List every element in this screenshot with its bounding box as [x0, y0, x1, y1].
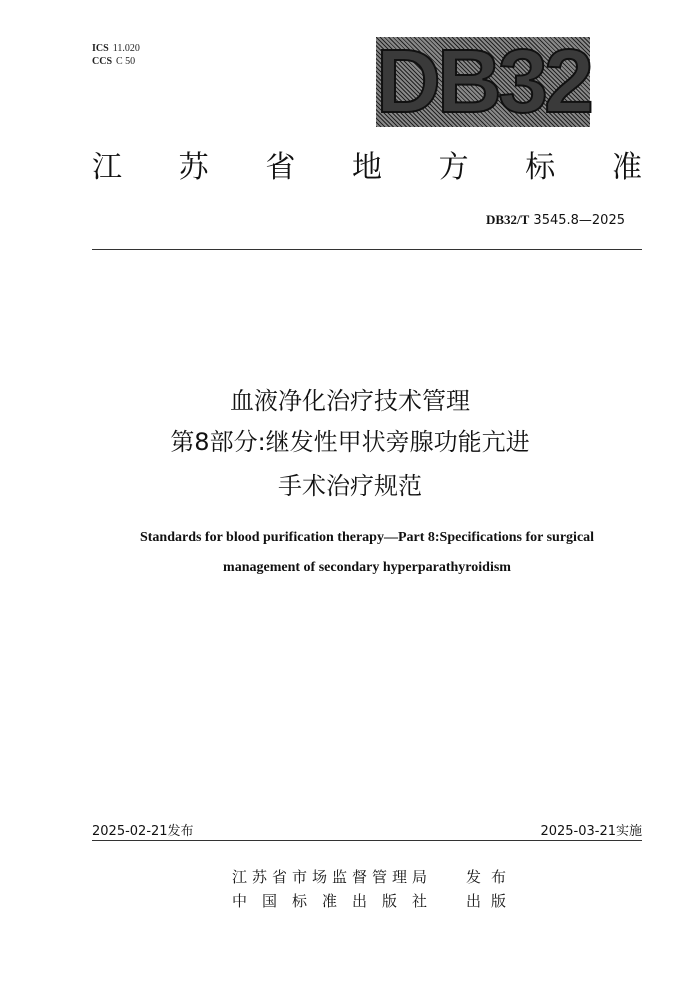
heading-char: 地 [351, 150, 382, 185]
ccs-code: CCS C 50 [92, 56, 136, 67]
title-cn-line1: 血液净化治疗技术管理 [230, 387, 470, 415]
heading-char: 省 [265, 150, 296, 185]
publisher-role: 发布 [466, 868, 517, 886]
title-en-line2: management of secondary hyperparathyroidism [223, 560, 511, 575]
heading-char: 方 [438, 150, 469, 185]
publisher-name: 中国标准出版社 [232, 892, 443, 910]
top-divider [92, 249, 642, 250]
db32-logo: DB32 [376, 32, 591, 132]
standard-number: DB32/T 3545.8—2025 [485, 212, 625, 228]
heading-char: 江 [92, 150, 122, 185]
issue-date: 2025-02-21发布 [92, 824, 194, 839]
heading-char: 标 [525, 150, 556, 185]
heading-char: 准 [611, 150, 642, 185]
ics-code: ICS 11.020 [92, 43, 140, 54]
title-cn-line3: 手术治疗规范 [278, 472, 422, 500]
bottom-divider [92, 840, 642, 841]
title-cn-line2: 第8部分:继发性甲状旁腺功能亢进 [170, 428, 530, 456]
effective-date: 2025-03-21实施 [540, 824, 642, 839]
title-en-line1: Standards for blood purification therapy—Part 8:Specifications for surgical [139, 530, 595, 545]
publisher-name: 江苏省市场监督管理局 [232, 868, 433, 886]
province-standard-heading [92, 150, 642, 186]
publisher-role: 出版 [466, 892, 517, 910]
heading-char: 苏 [178, 150, 209, 185]
